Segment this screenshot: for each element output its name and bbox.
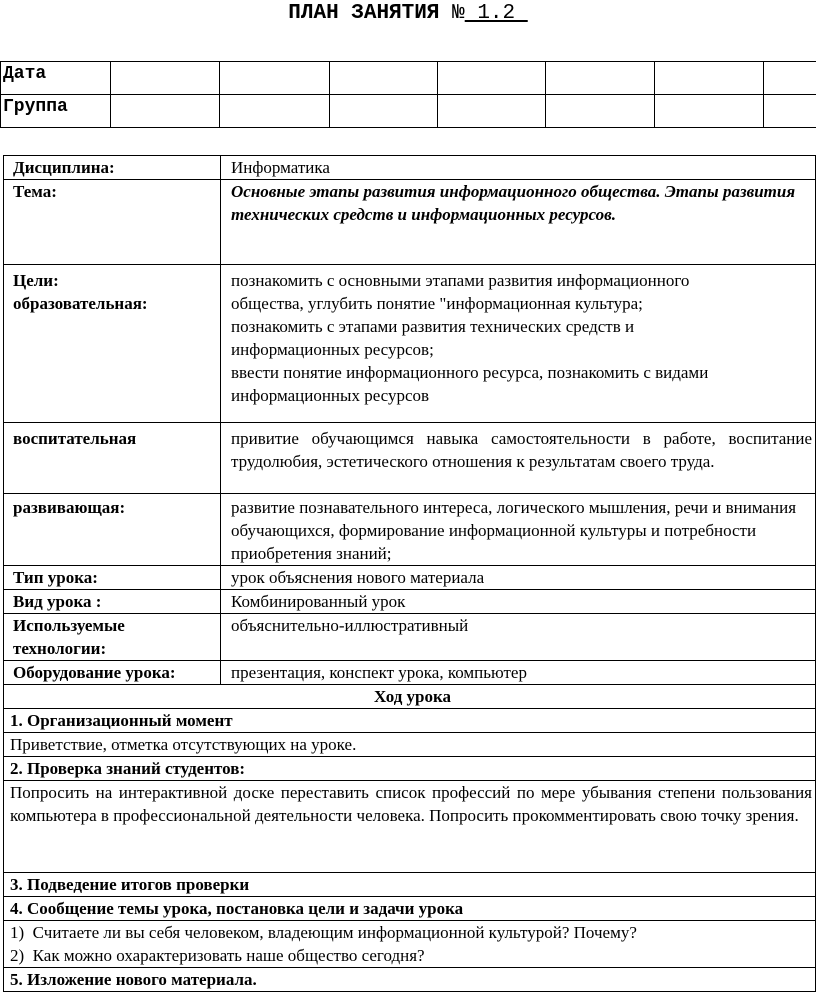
lesson-type-row xyxy=(4,566,816,590)
lesson-kind-label: Вид урока : xyxy=(4,590,221,614)
goal-line: познакомить с этапами развития технических средств и xyxy=(231,317,635,336)
date-cell[interactable] xyxy=(330,62,438,95)
section-1-title: 1. Организационный момент xyxy=(4,709,816,733)
section-2-text: Попросить на интерактивной доске переставить список профессий по мере убывания степени пользования компьютера в профессиональной деятельности человека. Попросить прокомментировать свою точку зрения. xyxy=(4,781,816,873)
topic-value: Основные этапы развития информационного общества. Этапы развития технических средств и информационных ресурсов. xyxy=(221,180,816,265)
section-5-title-row xyxy=(4,968,816,992)
section-3-title: 3. Подведение итогов проверки xyxy=(4,873,816,897)
date-cell[interactable] xyxy=(438,62,546,95)
date-cell[interactable] xyxy=(111,62,220,95)
title-number-sign: № xyxy=(452,2,465,25)
equipment-row xyxy=(4,661,816,685)
goal-line: информационных ресурсов; xyxy=(231,340,434,359)
date-cell[interactable] xyxy=(655,62,764,95)
section-4-title: 4. Сообщение темы урока, постановка цели и задачи урока xyxy=(4,897,816,921)
lesson-type-value: урок объяснения нового материала xyxy=(221,566,816,590)
page-title xyxy=(0,2,816,25)
goals-label xyxy=(4,265,221,423)
group-cell[interactable] xyxy=(111,95,220,128)
educational-row xyxy=(4,423,816,494)
group-row xyxy=(1,95,816,128)
section-2-title: 2. Проверка знаний студентов: xyxy=(4,757,816,781)
topic-row xyxy=(4,180,816,265)
tech-row xyxy=(4,614,816,661)
group-label: Группа xyxy=(1,95,111,128)
developing-row xyxy=(4,494,816,566)
section-2-text-row xyxy=(4,781,816,873)
group-cell[interactable] xyxy=(655,95,764,128)
educational-value: привитие обучающимся навыка самостоятельности в работе, воспитание трудолюбия, эстетического отношения к результатам своего труда. xyxy=(221,423,816,494)
group-cell[interactable] xyxy=(330,95,438,128)
goal-line: информационных ресурсов xyxy=(231,386,430,405)
equipment-value: презентация, конспект урока, компьютер xyxy=(221,661,816,685)
goals-value xyxy=(221,265,816,423)
date-cell[interactable] xyxy=(546,62,655,95)
developing-label: развивающая: xyxy=(4,494,221,566)
discipline-value: Информатика xyxy=(221,156,816,180)
group-cell[interactable] xyxy=(438,95,546,128)
lesson-kind-row xyxy=(4,590,816,614)
lesson-plan-table xyxy=(3,155,816,992)
educational-label: воспитательная xyxy=(4,423,221,494)
topic-label: Тема: xyxy=(4,180,221,265)
tech-label: Используемые технологии: xyxy=(4,614,221,661)
group-cell[interactable] xyxy=(220,95,330,128)
goal-line: ввести понятие информационного ресурса, познакомить с видами xyxy=(231,363,709,382)
goals-row xyxy=(4,265,816,423)
section-1-text-row xyxy=(4,733,816,757)
developing-value: развитие познавательного интереса, логического мышления, речи и внимания обучающихся, формирование информационной культуры и потребности приобретения знаний; xyxy=(221,494,816,566)
date-row xyxy=(1,62,816,95)
equipment-label: Оборудование урока: xyxy=(4,661,221,685)
section-5-title: 5. Изложение нового материала. xyxy=(4,968,816,992)
course-heading-row xyxy=(4,685,816,709)
date-label: Дата xyxy=(1,62,111,95)
date-cell[interactable] xyxy=(220,62,330,95)
goals-label-line2: образовательная: xyxy=(13,294,148,313)
section-4-questions-row xyxy=(4,921,816,968)
section-3-title-row xyxy=(4,873,816,897)
discipline-label: Дисциплина: xyxy=(4,156,221,180)
goal-line: познакомить с основными этапами развития информационного xyxy=(231,271,690,290)
section-4-title-row xyxy=(4,897,816,921)
goal-line: общества, углубить понятие "информационная культура; xyxy=(231,294,643,313)
course-heading: Ход урока xyxy=(4,685,816,709)
title-text: ПЛАН ЗАНЯТИЯ xyxy=(288,2,440,25)
question-item: 2) Как можно охарактеризовать наше общество сегодня? xyxy=(10,946,425,965)
lesson-type-label: Тип урока: xyxy=(4,566,221,590)
date-cell[interactable] xyxy=(764,62,816,95)
section-1-text: Приветствие, отметка отсутствующих на уроке. xyxy=(4,733,816,757)
discipline-row xyxy=(4,156,816,180)
section-2-title-row xyxy=(4,757,816,781)
goals-label-line1: Цели: xyxy=(13,271,59,290)
section-1-title-row xyxy=(4,709,816,733)
lesson-kind-value: Комбинированный урок xyxy=(221,590,816,614)
tech-value: объяснительно-иллюстративный xyxy=(221,614,816,661)
question-item: 1) Считаете ли вы себя человеком, владеющим информационной культурой? Почему? xyxy=(10,923,637,942)
title-number: 1.2 xyxy=(464,2,528,25)
group-cell[interactable] xyxy=(764,95,816,128)
section-4-questions xyxy=(4,921,816,968)
group-cell[interactable] xyxy=(546,95,655,128)
date-group-table xyxy=(0,61,816,128)
